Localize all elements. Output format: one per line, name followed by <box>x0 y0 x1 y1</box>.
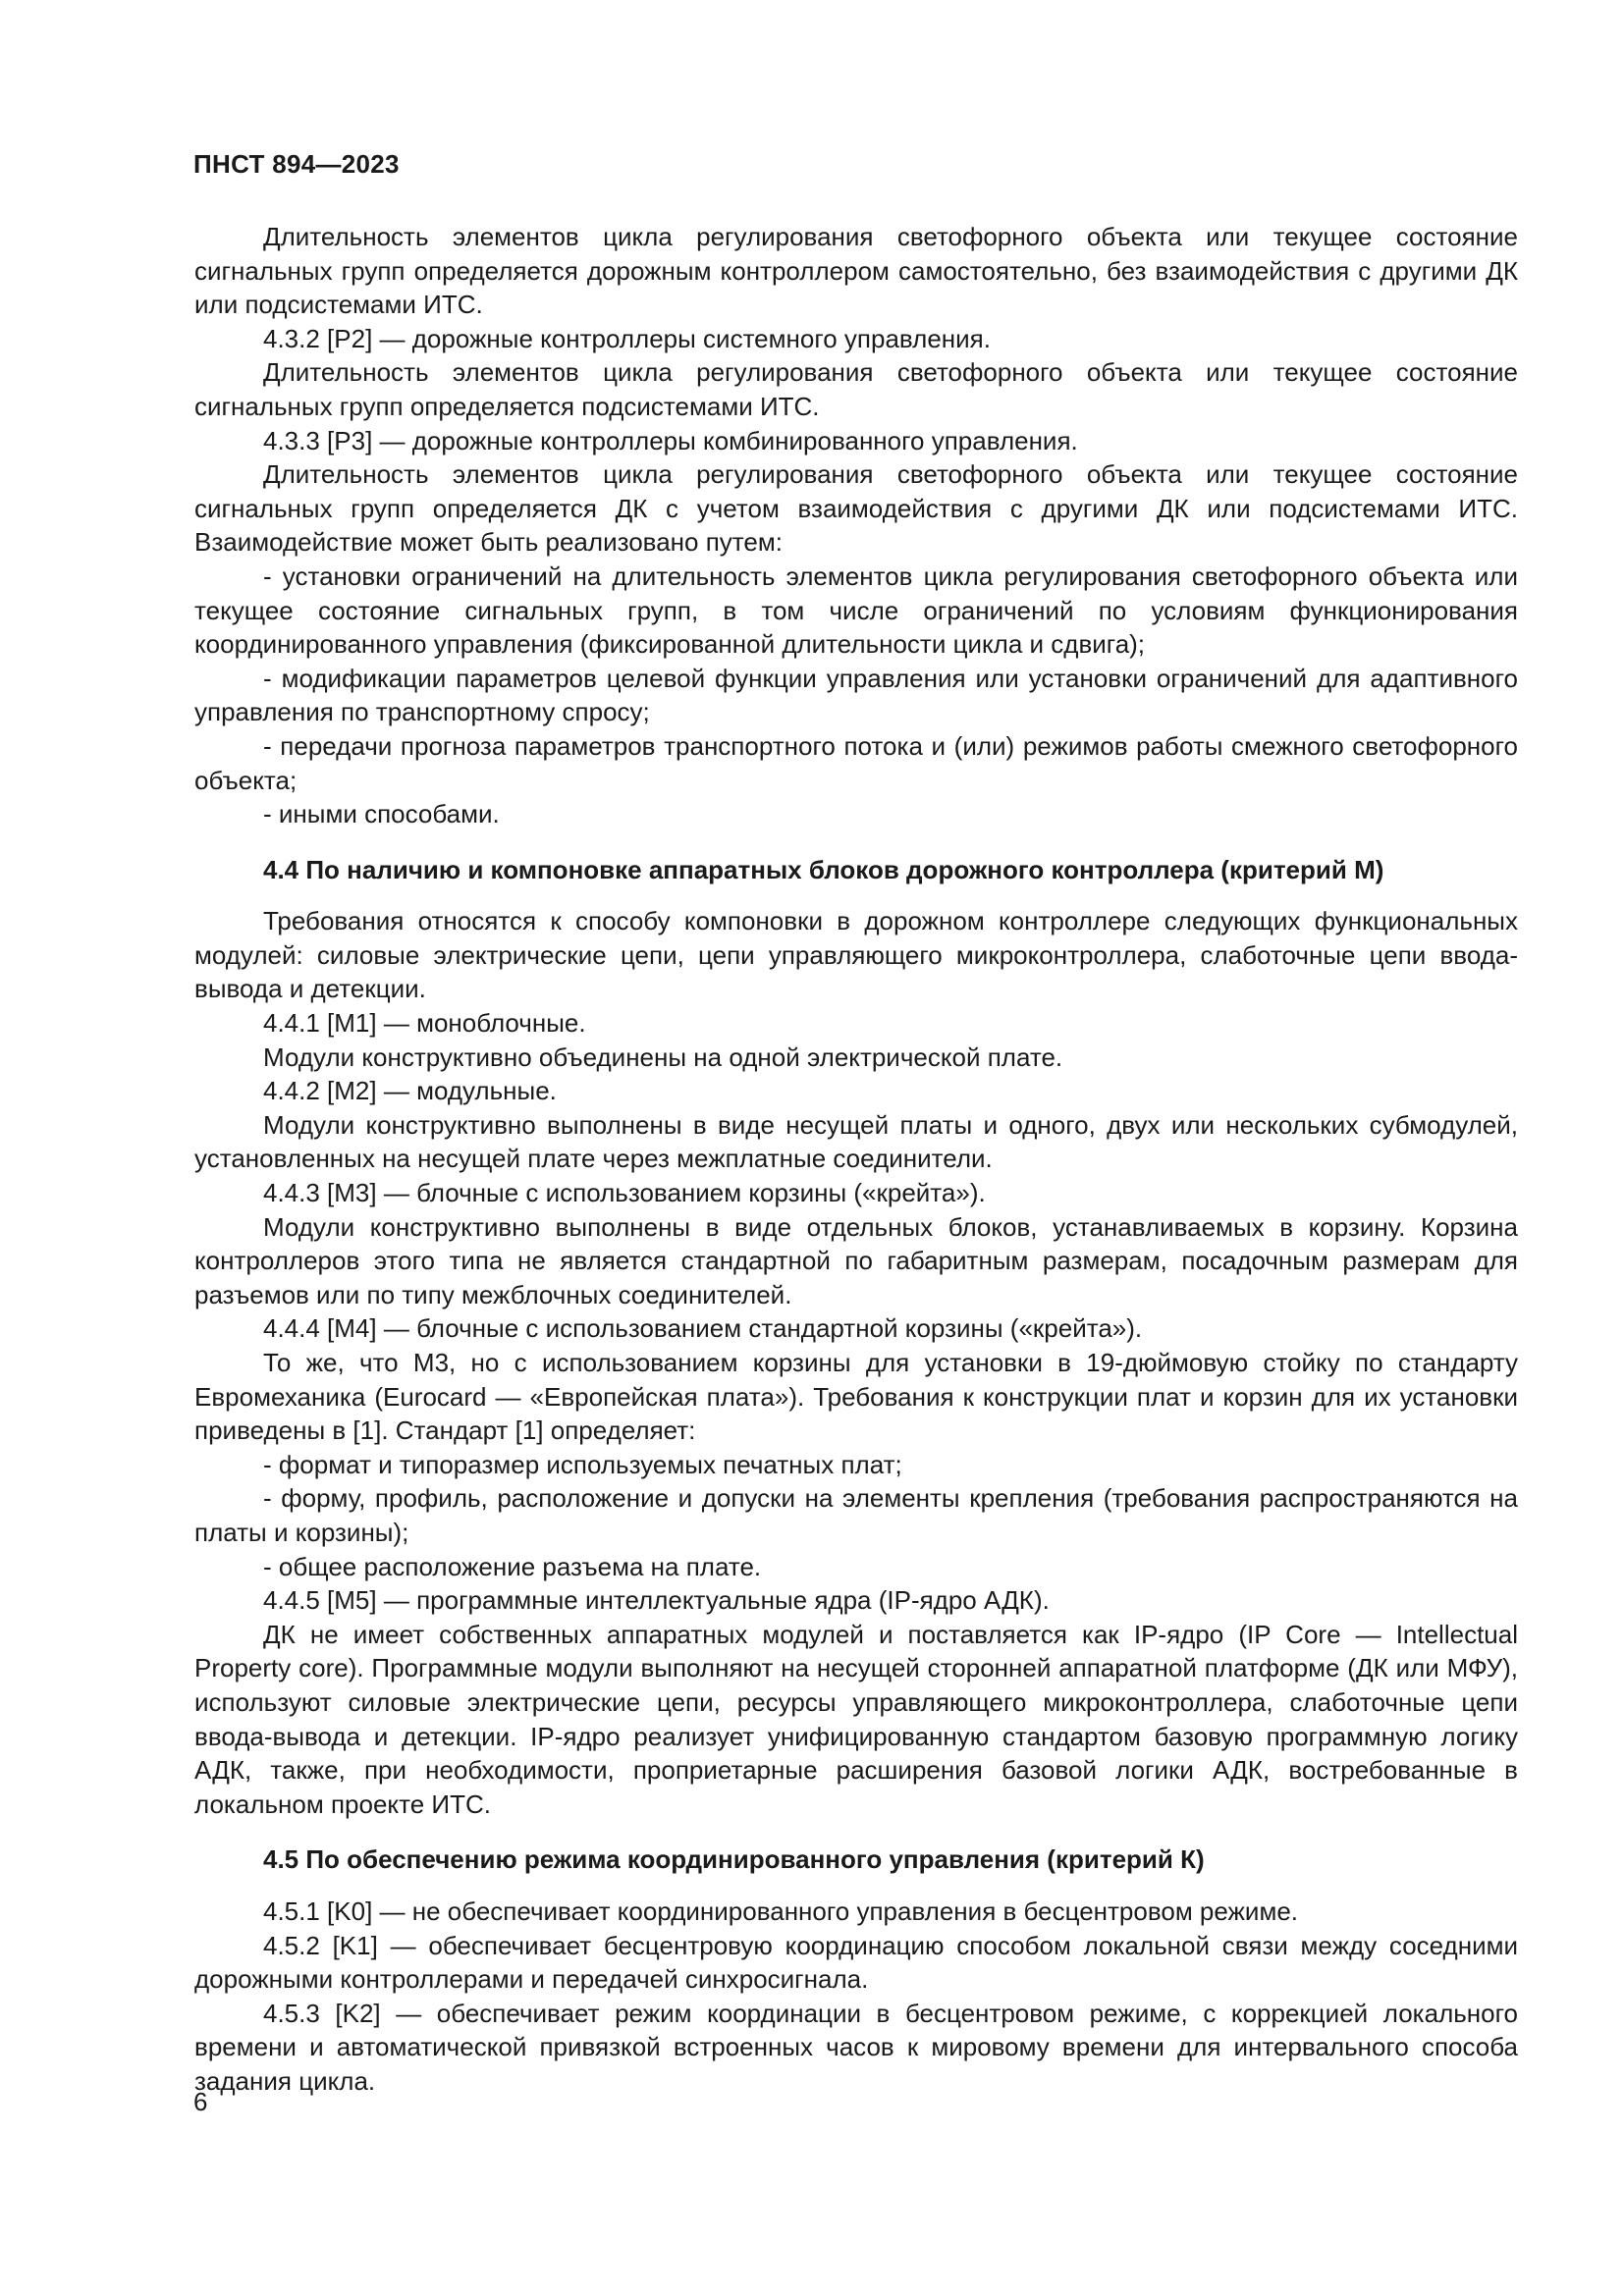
clause-4-4-5: 4.4.5 [M5] — программные интеллектуальные ядра (IP-ядро АДК). <box>263 1585 1050 1616</box>
paragraph: Модули конструктивно объединены на одной электрической плате. <box>263 1041 1063 1072</box>
clause-4-3-2: 4.3.2 [P2] — дорожные контроллеры системного управления. <box>263 323 991 353</box>
section-heading-4-4: 4.4 По наличию и компоновке аппаратных блоков дорожного контроллера (критерий М) <box>263 854 1384 884</box>
clause-4-5-3: 4.5.3 [K2] — обеспечивает режим координации в бесцентровом режиме, с коррекцией локального времени и автоматической привязкой встроенных часов к мировому времени для интервального способа задания цикла. <box>194 1998 1518 2096</box>
clause-4-5-1: 4.5.1 [K0] — не обеспечивает координированного управления в бесцентровом режиме. <box>263 1896 1299 1926</box>
paragraph: Модули конструктивно выполнены в виде отдельных блоков, устанавливаемых в корзину. Корзина контроллеров этого типа не является стандартной по габаритным размерам, посадочным размерам для разъемов или по типу межблочных соединителей. <box>194 1211 1518 1309</box>
page-header-standard-id: ПНСТ 894—2023 <box>193 149 400 179</box>
document-body <box>194 220 1518 2098</box>
list-item: - иными способами. <box>263 799 500 829</box>
clause-4-5-2: 4.5.2 [K1] — обеспечивает бесцентровую координацию способом локальной связи между соседними дорожными контроллерами и передачей синхросигнала. <box>194 1930 1518 1995</box>
page-number: 6 <box>193 2087 208 2116</box>
section-heading-4-5: 4.5 По обеспечению режима координированного управления (критерий К) <box>263 1844 1205 1875</box>
paragraph: ДК не имеет собственных аппаратных модулей и поставляется как IP-ядро (IP Core — Intellectual Property core). Программные модули выполняют на несущей сторонней аппаратной платформе (ДК или МФУ), используют силовые электрические цепи, ресурсы управляющего микроконтроллера, слаботочные цепи ввода-вывода и детекции. IP-ядро реализует унифицированную стандартом базовую программную логику АДК, также, при необходимости, проприетарные расширения базовой логики АДК, востребованные в локальном проекте ИТС. <box>194 1619 1518 1819</box>
list-item: - модификации параметров целевой функции управления или установки ограничений для адаптивного управления по транспортному спросу; <box>194 663 1518 727</box>
list-item: - установки ограничений на длительность элементов цикла регулирования светофорного объекта или текущее состояние сигнальных групп, в том числе ограничений по условиям функционирования координированного управления (фиксированной длительности цикла и сдвига); <box>194 561 1518 660</box>
clause-4-4-1: 4.4.1 [M1] — моноблочные. <box>263 1008 586 1039</box>
list-item: - форму, профиль, расположение и допуски на элементы крепления (требования распространяются на платы и корзины); <box>194 1483 1518 1547</box>
clause-4-3-3: 4.3.3 [P3] — дорожные контроллеры комбинированного управления. <box>263 425 1078 455</box>
paragraph: То же, что М3, но с использованием корзины для установки в 19-дюймовую стойку по стандарту Евромеханика (Eurocard — «Европейская плата»). Требования к конструкции плат и корзин для их установки приведены в [1]. Стандарт [1] определяет: <box>194 1348 1518 1446</box>
paragraph: Модули конструктивно выполнены в виде несущей платы и одного, двух или нескольких субмодулей, установленных на несущей плате через межплатные соединители. <box>194 1109 1518 1174</box>
paragraph: Требования относятся к способу компоновки в дорожном контроллере следующих функциональных модулей: силовые электрические цепи, цепи управляющего микроконтроллера, слаботочные цепи ввода-вывода и детекции. <box>194 906 1518 1004</box>
list-item: - передачи прогноза параметров транспортного потока и (или) режимов работы смежного светофорного объекта; <box>194 730 1518 795</box>
clause-4-4-2: 4.4.2 [M2] — модульные. <box>263 1076 557 1106</box>
paragraph: Длительность элементов цикла регулирования светофорного объекта или текущее состояние сигнальных групп определяется подсистемами ИТС. <box>194 357 1518 421</box>
list-item: - общее расположение разъема на плате. <box>263 1551 762 1581</box>
paragraph: Длительность элементов цикла регулирования светофорного объекта или текущее состояние сигнальных групп определяется ДК с учетом взаимодействия с другими ДК или подсистемами ИТС. Взаимодействие может быть реализовано путем: <box>194 459 1518 558</box>
paragraph: Длительность элементов цикла регулирования светофорного объекта или текущее состояние сигнальных групп определяется дорожным контроллером самостоятельно, без взаимодействия с другими ДК или подсистемами ИТС. <box>194 222 1518 320</box>
clause-4-4-3: 4.4.3 [M3] — блочные с использованием корзины («крейта»). <box>263 1178 986 1208</box>
clause-4-4-4: 4.4.4 [M4] — блочные с использованием стандартной корзины («крейта»). <box>263 1313 1143 1344</box>
list-item: - формат и типоразмер используемых печатных плат; <box>263 1449 902 1479</box>
